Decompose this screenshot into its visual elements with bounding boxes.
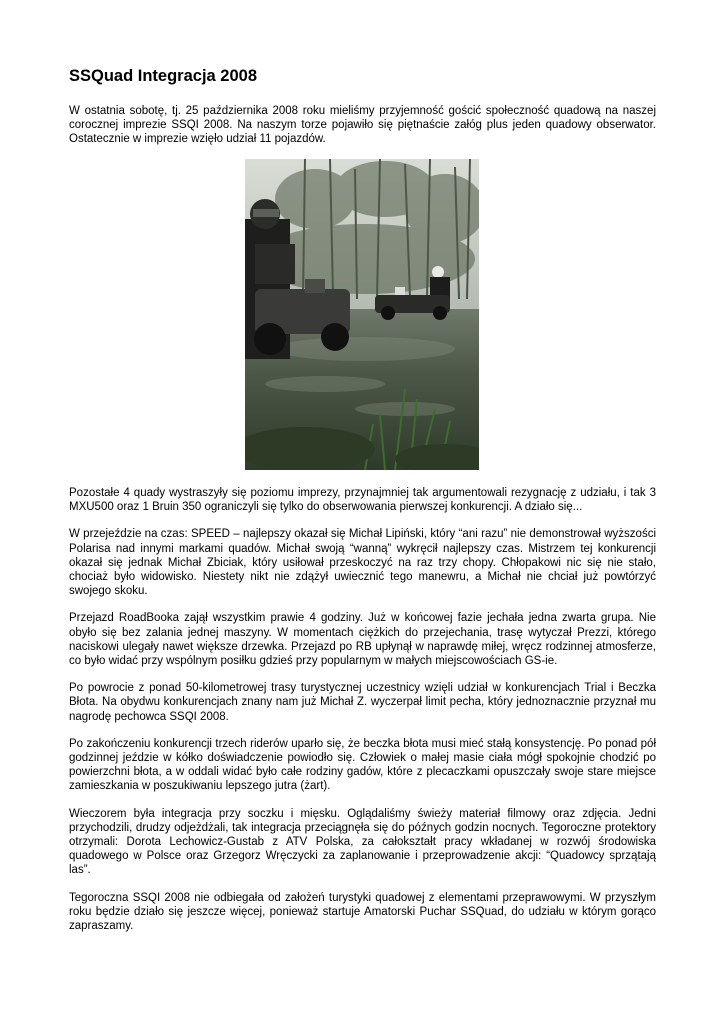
paragraph: Przejazd RoadBooka zajął wszystkim prawie 4 godziny. Już w końcowej fazie jechała jedna zwarta grupa. Nie obyło się bez zalania jednej maszyny. W momentach ciężkich do przejechania, trasę wytyczał Prezzi, którego naciskowi ulegały nawet większe drzewka. Przejazd po RB upłynął w naprawdę miłej, wręcz rodzinnej atmosferze, co było widać przy wspólnym posiłku gdzieś przy popularnym w małych miejscowościach GS-ie. xyxy=(69,612,656,668)
paragraph: Wieczorem była integracja przy soczku i mięsku. Oglądaliśmy świeży materiał filmowy oraz zdjęcia. Jedni przychodzili, drudzy odjeżdżali, tak integracja przeciągnęła się do późnych godzin nocnych. Tegoroczne protektory otrzymali: Dorota Lechowicz-Gustab z ATV Polska, za całokształt pracy wkładanej w rozwój środowiska quadowego w Polsce oraz Grzegorz Wręczycki za zaplanowanie i przeprowadzenie akcji: “Quadowcy sprzątają las”. xyxy=(69,807,656,877)
page-title: SSQuad Integracja 2008 xyxy=(69,67,258,85)
article-body xyxy=(69,486,656,946)
paragraph: Pozostałe 4 quady wystraszyły się poziomu imprezy, przynajmniej tak argumentowali rezygnację z udziału, i tak 3 MXU500 oraz 1 Bruin 350 ograniczyli się tylko do obserwowania pierwszej konkurencji. A działo się... xyxy=(69,487,656,514)
paragraph: Tegoroczna SSQI 2008 nie odbiegała od założeń turystyki quadowej z elementami przeprawowymi. W przyszłym roku będzie działo się jeszcze więcej, ponieważ startuje Amatorski Puchar SSQuad, do udziału w którym gorąco zapraszamy. xyxy=(69,891,656,933)
atv-photo xyxy=(245,159,479,470)
paragraph: Po zakończeniu konkurencji trzech riderów uparło się, że beczka błota musi mieć stałą konsystencję. Po ponad pół godzinnej jeździe w kółko doświadczenie powiodło się. Człowiek o małej masie ciała mógł spokojnie chodzić po powierzchni błota, a w oddali widać było całe rodziny gadów, które z plecaczkami opuszczały swoje stare miejsce zamieszkania w poszukiwaniu lepszego jutra (żart). xyxy=(69,737,656,793)
paragraph: W przejeździe na czas: SPEED – najlepszy okazał się Michał Lipiński, który “ani razu” nie demonstrował wyższości Polarisa nad innymi markami quadów. Michał swoją “wanną” wykręcił najlepszy czas. Mistrzem tej konkurencji okazał się jednak Michał Zbiciak, który usiłował przeskoczyć na raz trzy chopy. Chłopakowi nic się nie stało, chociaż było widowisko. Niestety nikt nie zdążył uwiecznić tego manewru, a Michał nie chciał już powtórzyć swojego skoku. xyxy=(69,528,656,598)
document-page xyxy=(69,66,656,933)
paragraph: Po powrocie z ponad 50-kilometrowej trasy turystycznej uczestnicy wzięli udział w konkurencjach Trial i Beczka Błota. Na obydwu konkurencjach znany nam już Michał Z. wyczerpał limit pecha, który jednoznacznie przyznał mu nagrodę pechowca SSQI 2008. xyxy=(69,682,656,723)
paragraph-intro: W ostatnia sobotę, tj. 25 października 2008 roku mieliśmy przyjemność gościć społeczność quadową na naszej corocznej imprezie SSQI 2008. Na naszym torze pojawiło się piętnaście załóg plus jeden quadowy obserwator. Ostatecznie w imprezie wzięło udział 11 pojazdów. xyxy=(69,105,656,146)
